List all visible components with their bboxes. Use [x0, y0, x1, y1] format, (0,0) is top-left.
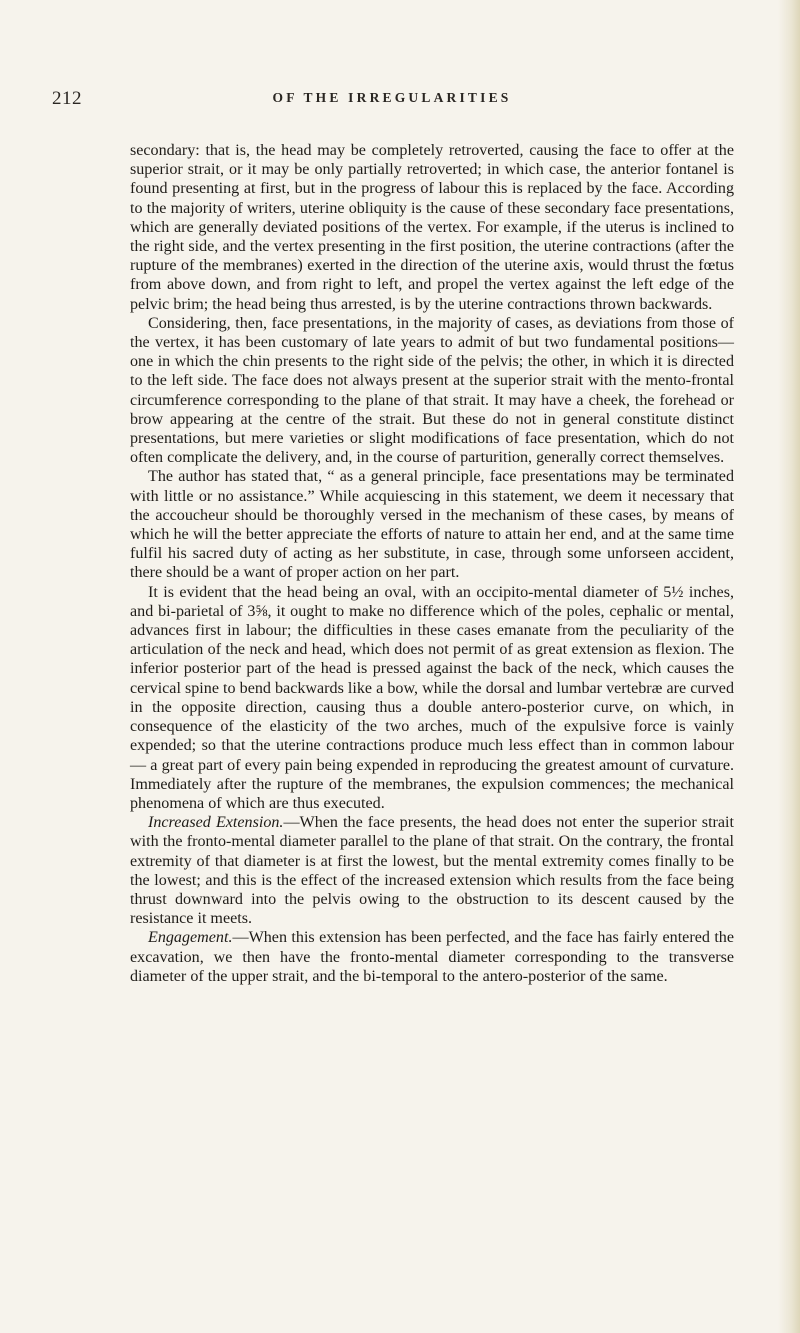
paragraph-text: —When this extension has been perfected, and the face has fairly entered the excavation, we then have the fronto-mental diameter corresponding to the transverse diameter of the upper strait, and the bi-temporal to the antero-posterior of the same. — [130, 929, 734, 985]
paragraph-engagement — [130, 928, 734, 986]
paragraph-face-positions — [130, 314, 734, 468]
page-edge-shading — [778, 0, 800, 1333]
section-heading: Engagement. — [148, 929, 233, 947]
paragraph-text: Considering, then, face presentations, in the majority of cases, as deviations from those of the vertex, it has been customary of late years to admit of but two fundamental positions—one in which the chin presents to the right side of the pelvis; the other, in which it is directed to the left side. The face does not always present at the superior strait with the mento-frontal circumference corresponding to the plane of that strait. It may have a cheek, the forehead or brow appearing at the centre of the strait. But these do not in general constitute distinct presentations, but mere varieties or slight modifications of face presentation, which do not often complicate the delivery, and, in the course of parturition, generally correct themselves. — [130, 314, 734, 467]
paragraph-text: —When the face presents, the head does not enter the superior strait with the fronto-mental diameter parallel to the plane of that strait. On the contrary, the frontal extremity of that diameter is at first the lowest, but the mental extremity comes finally to be the lowest; and this is the effect of the increased extension which results from the face being thrust downward into the pelvis owing to the obstruction to its descent caused by the resistance it meets. — [130, 814, 734, 928]
paragraph-text: The author has stated that, “ as a general principle, face presentations may be terminated with little or no assistance.” While acquiescing in this statement, we deem it necessary that the accoucheur should be thoroughly versed in the mechanism of these cases, by means of which he will the better appreciate the efforts of nature to attain her end, and at the same time fulfil his sacred duty of acting as her substitute, in case, through some unforseen accident, there should be a want of proper action on her part. — [130, 468, 734, 582]
paragraph-text: It is evident that the head being an oval, with an occipito-mental diameter of 5½ inches, and bi-parietal of 3⅝, it ought to make no difference which of the poles, cephalic or mental, advances first in labour; the difficulties in these cases emanate from the peculiarity of the articulation of the neck and head, which does not permit of as great extension as flexion. The inferior posterior part of the head is pressed against the back of the neck, which causes the cervical spine to bend backwards like a bow, while the dorsal and lumbar vertebræ are curved in the opposite direction, causing thus a double antero-posterior curve, on which, in consequence of the elasticity of the two arches, much of the expulsive force is vainly expended; so that the uterine contractions produce much less effect than in common labour — a great part of every pain being expended in reproducing the greatest amount of curvature. Immediately after the rupture of the membranes, the expulsion commences; the mechanical phenomena of which are thus executed. — [130, 583, 734, 812]
page-header — [52, 88, 672, 112]
paragraph-head-oval — [130, 583, 734, 813]
running-head: OF THE IRREGULARITIES — [272, 90, 512, 105]
paragraph-text: secondary: that is, the head may be completely retroverted, causing the face to offer at the superior strait, or it may be only partially retroverted; in which case, the anterior fontanel is found presenting at first, but in the progress of labour this is replaced by the face. According to the majority of writers, uterine obliquity is the cause of these secondary face presentations, which are generally deviated positions of the vertex. For example, if the uterus is inclined to the right side, and the vertex presenting in the first position, the uterine contractions (after the rupture of the membranes) exerted in the direction of the uterine axis, would thrust the fœtus from above down, and from right to left, and propel the vertex against the left edge of the pelvic brim; the head being thus arrested, is by the uterine contractions thrown backwards. — [130, 142, 734, 313]
paragraph-increased-extension — [130, 813, 734, 928]
page-number: 212 — [52, 88, 82, 109]
body-text — [130, 141, 734, 986]
paragraph-secondary-presentations — [130, 141, 734, 314]
paragraph-author-statement — [130, 467, 734, 582]
section-heading: Increased Extension. — [148, 814, 284, 832]
